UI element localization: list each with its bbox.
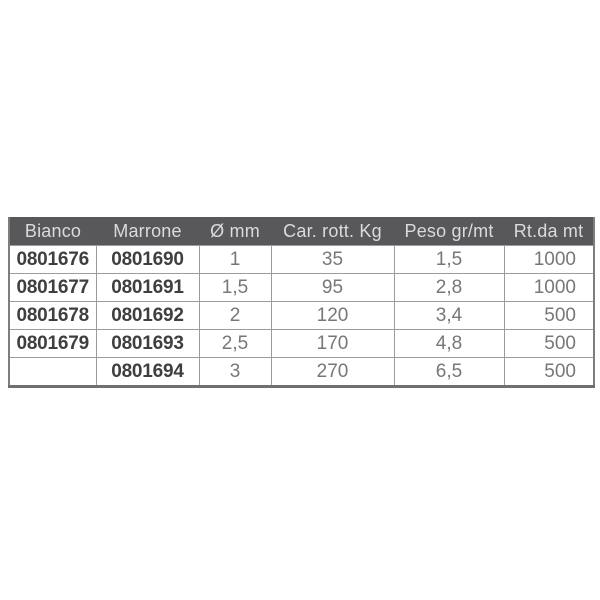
cell-marrone-code: 0801690 — [96, 246, 199, 274]
cell-diameter: 3 — [199, 358, 271, 387]
cell-diameter: 2,5 — [199, 330, 271, 358]
cell-roll-length: 500 — [504, 302, 594, 330]
cell-diameter: 1 — [199, 246, 271, 274]
table-row — [9, 302, 594, 330]
cell-bianco-code: 0801678 — [9, 302, 96, 330]
cell-marrone-code: 0801692 — [96, 302, 199, 330]
cell-bianco-code: 0801679 — [9, 330, 96, 358]
col-header-bianco: Bianco — [9, 217, 96, 246]
col-header-roll-length: Rt.da mt — [504, 217, 594, 246]
table-row — [9, 246, 594, 274]
table-body — [9, 246, 594, 387]
table-row — [9, 330, 594, 358]
cell-marrone-code: 0801693 — [96, 330, 199, 358]
col-header-marrone: Marrone — [96, 217, 199, 246]
cell-roll-length: 1000 — [504, 274, 594, 302]
cell-weight: 2,8 — [394, 274, 504, 302]
cell-weight: 3,4 — [394, 302, 504, 330]
cell-breaking-load: 270 — [271, 358, 394, 387]
cell-bianco-code: 0801676 — [9, 246, 96, 274]
cell-marrone-code: 0801691 — [96, 274, 199, 302]
cell-diameter: 2 — [199, 302, 271, 330]
col-header-weight: Peso gr/mt — [394, 217, 504, 246]
cell-roll-length: 1000 — [504, 246, 594, 274]
col-header-diameter: Ø mm — [199, 217, 271, 246]
cell-breaking-load: 95 — [271, 274, 394, 302]
cell-weight: 6,5 — [394, 358, 504, 387]
cell-breaking-load: 120 — [271, 302, 394, 330]
col-header-breaking-load: Car. rott. Kg — [271, 217, 394, 246]
cell-roll-length: 500 — [504, 358, 594, 387]
table-row — [9, 274, 594, 302]
cell-bianco-code: 0801677 — [9, 274, 96, 302]
cell-weight: 4,8 — [394, 330, 504, 358]
cell-weight: 1,5 — [394, 246, 504, 274]
cell-marrone-code: 0801694 — [96, 358, 199, 387]
cell-breaking-load: 35 — [271, 246, 394, 274]
product-spec-table — [8, 217, 595, 388]
table-header — [9, 217, 594, 246]
cell-bianco-code-empty — [9, 358, 96, 387]
cell-roll-length: 500 — [504, 330, 594, 358]
cell-breaking-load: 170 — [271, 330, 394, 358]
cell-diameter: 1,5 — [199, 274, 271, 302]
header-row — [9, 217, 594, 246]
table-row — [9, 358, 594, 387]
